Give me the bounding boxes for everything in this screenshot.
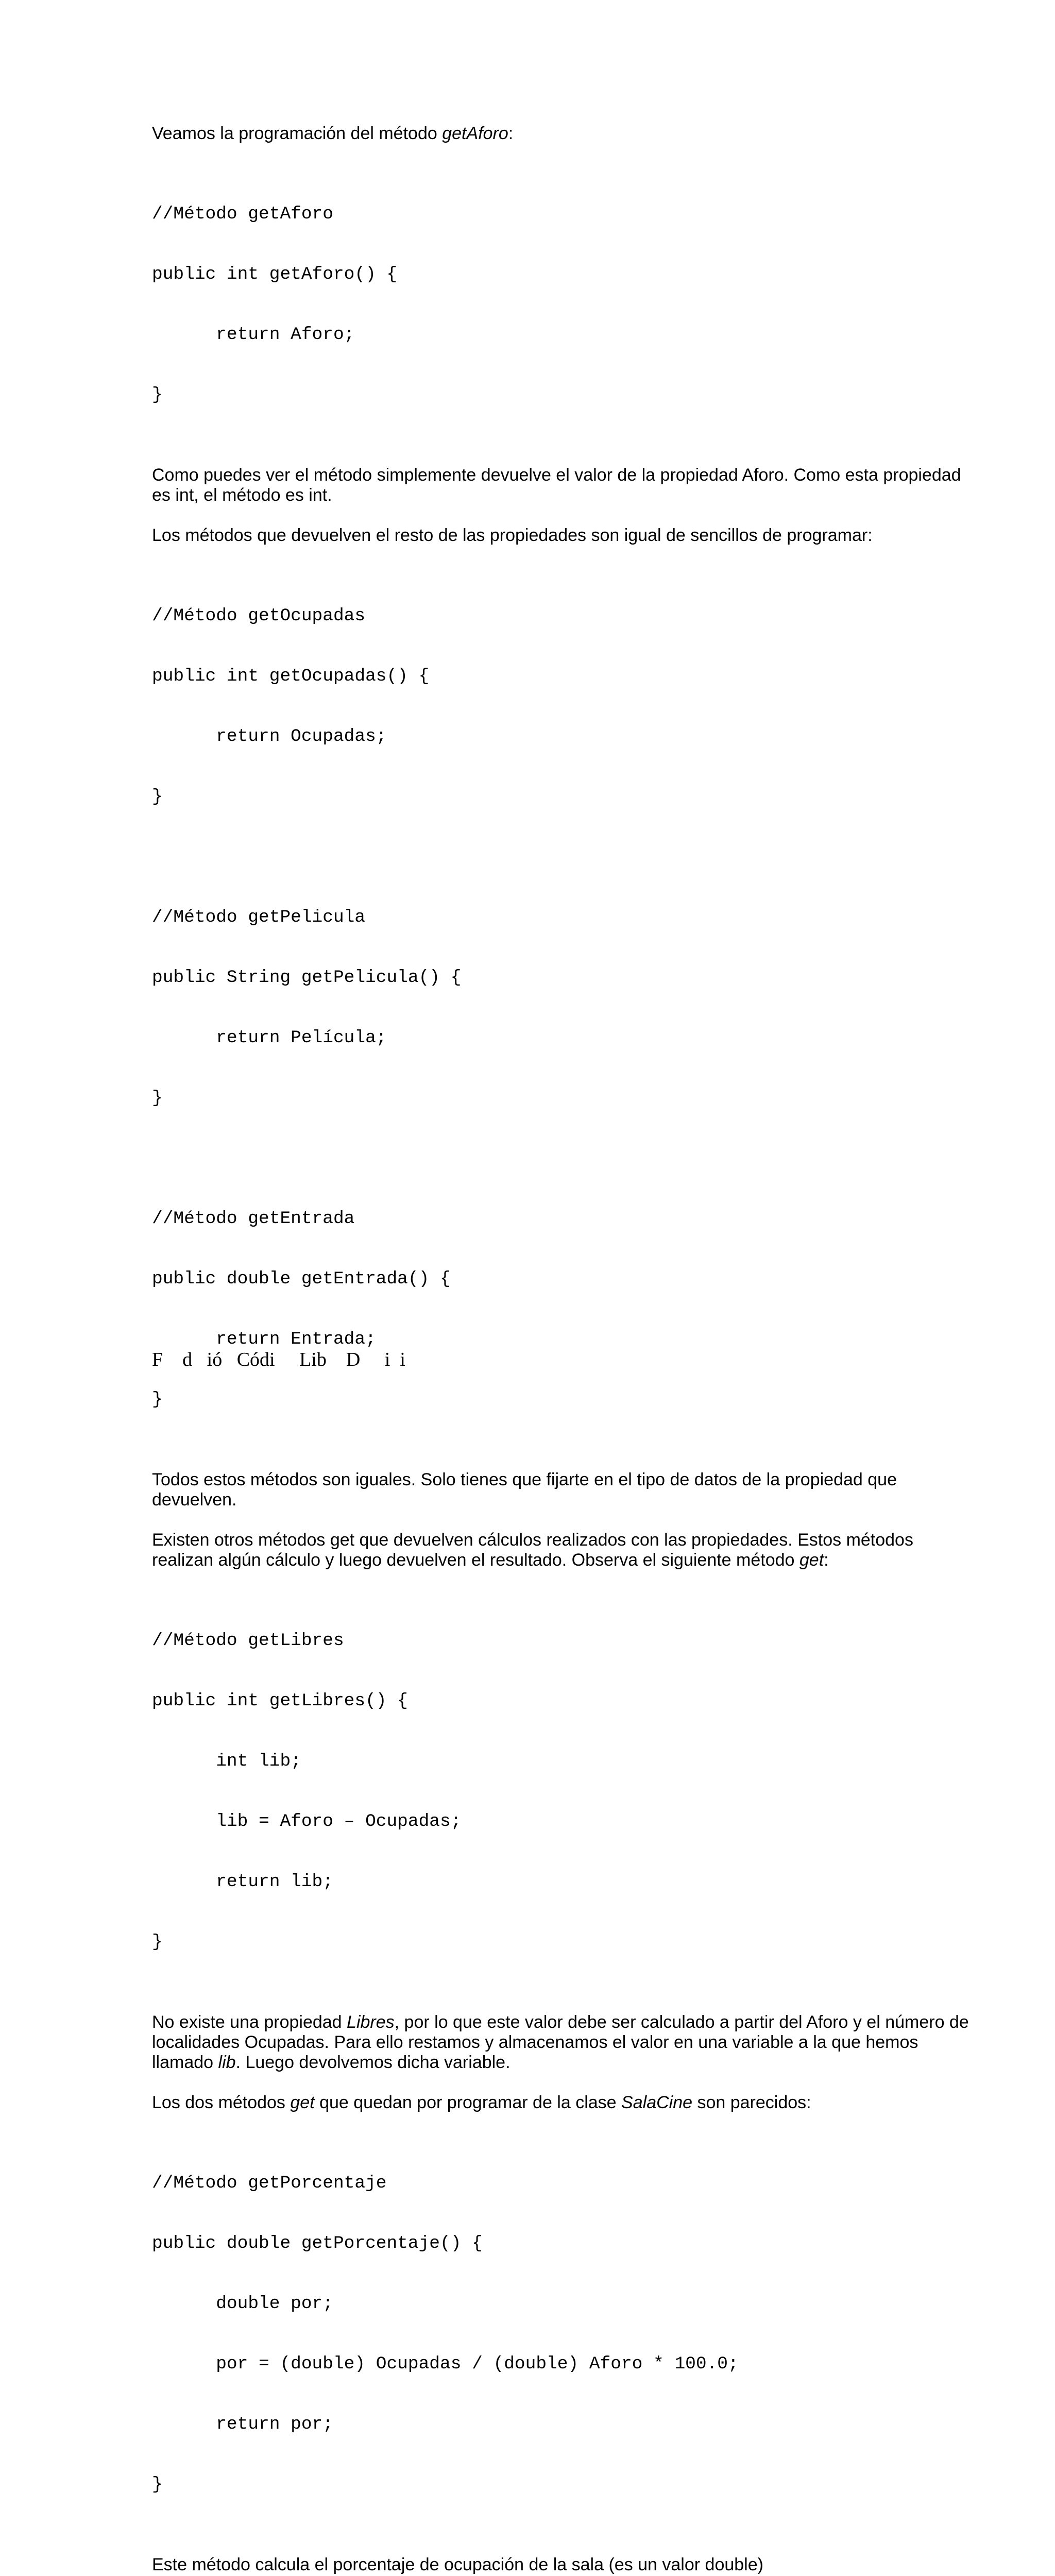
paragraph-text: Veamos la programación del método: [152, 124, 443, 143]
code-line: }: [152, 1088, 163, 1108]
code-line: //Método getAforo: [152, 204, 333, 224]
code-line: }: [152, 1932, 163, 1952]
paragraph-text: . Luego devolvemos dicha variable.: [235, 2053, 511, 2072]
code-line: public int getLibres() {: [152, 1691, 408, 1711]
code-line: public double getEntrada() {: [152, 1269, 451, 1289]
code-line: //Método getPorcentaje: [152, 2173, 387, 2193]
salacine-italic: SalaCine: [621, 2093, 693, 2112]
code-line: public int getAforo() {: [152, 264, 398, 284]
code-line: return Aforo;: [152, 325, 355, 345]
code-block-getlibres: [152, 1590, 976, 1992]
code-line: public double getPorcentaje() {: [152, 2233, 483, 2253]
paragraph-same-methods: Todos estos métodos son iguales. Solo tienes que fijarte en el tipo de datos de la propiedad que devuelven.: [152, 1470, 897, 1510]
paragraph-calculated-methods: [152, 1530, 976, 1570]
code-line: double por;: [152, 2294, 333, 2314]
paragraph-text: son parecidos:: [692, 2093, 811, 2112]
code-line: por = (double) Ocupadas / (double) Aforo * 100.0;: [152, 2354, 739, 2374]
code-block-getocupadas: [152, 566, 976, 847]
libres-italic: Libres: [347, 2012, 395, 2032]
code-line: //Método getOcupadas: [152, 606, 366, 626]
code-line: //Método getEntrada: [152, 1209, 355, 1229]
paragraph-text: :: [508, 124, 514, 143]
code-line: //Método getPelicula: [152, 907, 366, 927]
paragraph-explanation: Como puedes ver el método simplemente devuelve el valor de la propiedad Aforo. Como esta propiedad es int, el método es int.: [152, 465, 961, 505]
lib-italic: lib: [218, 2053, 236, 2072]
paragraph-text: :: [824, 1550, 829, 1570]
code-line: return lib;: [152, 1872, 333, 1892]
get-italic: get: [799, 1550, 824, 1570]
paragraph-text: Existen otros métodos get que devuelven cálculos realizados con las propiedades. Estos métodos realizan algún cálculo y luego devuelven el resultado. Observa el siguiente método: [152, 1530, 913, 1570]
code-line: return Película;: [152, 1028, 387, 1048]
code-block-getpelicula: [152, 867, 976, 1148]
code-line: //Método getLibres: [152, 1631, 344, 1651]
code-line: }: [152, 385, 163, 405]
code-line: public int getOcupadas() {: [152, 666, 430, 686]
code-line: return por;: [152, 2414, 333, 2434]
code-block-getporcentaje: [152, 2133, 976, 2535]
code-line: }: [152, 2475, 163, 2495]
paragraph-text: No existe una propiedad: [152, 2012, 347, 2032]
paragraph-text: Los dos métodos: [152, 2093, 291, 2112]
paragraph-libres-explanation: [152, 2012, 976, 2073]
paragraph-two-methods: [152, 2093, 976, 2113]
code-line: lib = Aforo – Ocupadas;: [152, 1811, 462, 1832]
code-line: }: [152, 1389, 163, 1410]
paragraph-rest-methods: Los métodos que devuelven el resto de las propiedades son igual de sencillos de programar:: [152, 526, 873, 545]
paragraph-text: que quedan por programar de la clase: [314, 2093, 622, 2112]
paragraph-porcentaje-explanation: Este método calcula el porcentaje de ocupación de la sala (es un valor double): [152, 2555, 763, 2574]
method-name-italic: getAforo: [442, 124, 508, 143]
code-line: return Entrada;: [152, 1329, 376, 1349]
code-line: }: [152, 787, 163, 807]
page-footer: F d ió Códi Lib D i i: [152, 1349, 405, 1370]
code-line: int lib;: [152, 1751, 301, 1771]
paragraph-text: , por lo que este valor debe ser calculado a partir del Aforo y el número de localidades Ocupadas. Para ello restamos y almacenamos el valor en una variable a la que hemos llamado: [152, 2012, 969, 2072]
code-line: return Ocupadas;: [152, 726, 387, 747]
code-line: public String getPelicula() {: [152, 968, 462, 988]
paragraph-intro: [152, 124, 976, 144]
code-block-getentrada: [152, 1168, 976, 1450]
get-italic: get: [290, 2093, 315, 2112]
code-block-getaforo: [152, 164, 976, 445]
